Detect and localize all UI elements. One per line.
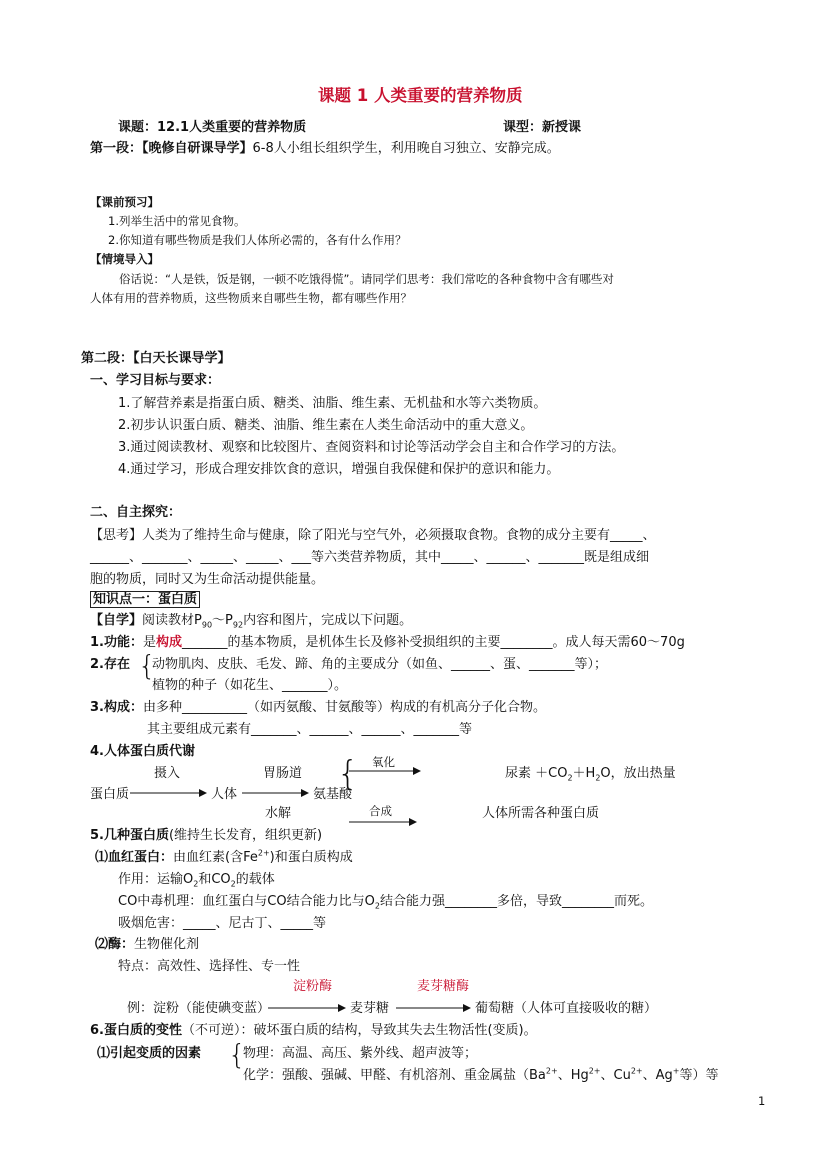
composition-line bbox=[90, 700, 546, 716]
hemoglobin-a: 由血红素(含Fe bbox=[173, 850, 258, 865]
page-title: 课题 1 人类重要的营养物质 bbox=[318, 86, 523, 105]
metabolism-amino: 氨基酸 bbox=[313, 787, 353, 802]
function-red: 构成 bbox=[156, 635, 183, 650]
chem-text: 、Hg bbox=[557, 1068, 589, 1083]
function-a: 是 bbox=[142, 635, 156, 650]
chem-text: 、Cu bbox=[600, 1068, 631, 1083]
self-study-a: 阅读教材P bbox=[142, 613, 202, 628]
use-c: 的载体 bbox=[235, 872, 275, 887]
hemoglobin-b: )和蛋白质构成 bbox=[269, 850, 353, 865]
brace-icon: { bbox=[138, 649, 156, 682]
composition-text: 由多种__________（如丙氨酸、甘氨酸等）构成的有机高分子化合物。 bbox=[142, 700, 546, 715]
function-line bbox=[90, 635, 685, 651]
chem-sup: 2+ bbox=[588, 1066, 601, 1076]
section1-line bbox=[90, 141, 560, 157]
chem-sup: 2+ bbox=[545, 1066, 558, 1076]
metabolism-oxidize: 氧化 bbox=[372, 755, 395, 769]
section1-head: 第一段：【晚修自研课导学】 bbox=[90, 141, 253, 156]
self-study-b: ～P bbox=[212, 613, 233, 628]
types-rest: (维持生长发育，组织更新) bbox=[168, 828, 323, 843]
hemoglobin-line bbox=[95, 850, 353, 866]
hemoglobin-sup: 2+ bbox=[257, 848, 270, 858]
goal-item: 3.通过阅读教材、观察和比较图片、查阅资料和讨论等活动学会自主和合作学习的方法。 bbox=[118, 440, 625, 455]
use-line bbox=[118, 872, 275, 888]
function-b: _______的基本物质，是机体生长及修补受损组织的主要________。成人每天需60～70g bbox=[182, 635, 685, 650]
metabolism-hydrolysis: 水解 bbox=[265, 806, 292, 821]
example-glucose: 葡萄糖（人体可直接吸收的糖） bbox=[475, 1001, 658, 1016]
chem-text: 等）等 bbox=[679, 1068, 719, 1083]
preview-head: 【课前预习】 bbox=[90, 195, 159, 209]
metabolism-urea bbox=[505, 766, 676, 782]
composition-head: 3.构成： bbox=[90, 700, 143, 715]
co-sub: 2 bbox=[374, 901, 380, 911]
use-sub: 2 bbox=[230, 879, 236, 889]
use-b: 和CO bbox=[198, 872, 231, 887]
intro-line: 俗话说：“人是铁，饭是钢，一顿不吃饿得慌”。请同学们思考：我们常吃的各种食物中含有哪些对 bbox=[119, 272, 614, 286]
metabolism-protein: 蛋白质 bbox=[90, 787, 130, 802]
use-a: 作用：运输O bbox=[118, 872, 194, 887]
factor-physical: 物理：高温、高压、紫外线、超声波等； bbox=[243, 1046, 478, 1061]
denature-head: 6.蛋白质的变性 bbox=[90, 1023, 182, 1038]
urea-text: 尿素 ＋CO bbox=[505, 766, 568, 781]
denature-line bbox=[90, 1023, 537, 1039]
composition-elements: 其主要组成元素有_______、______、______、_______等 bbox=[147, 722, 473, 737]
enzyme-head: ⑵酶： bbox=[95, 937, 135, 952]
self-study-sub: 92 bbox=[232, 620, 244, 630]
self-study-line bbox=[90, 613, 412, 629]
chem-sup: + bbox=[672, 1066, 680, 1076]
enzyme-feature: 特点：高效性、选择性、专一性 bbox=[118, 959, 301, 974]
metabolism-ingest: 摄入 bbox=[154, 766, 181, 781]
lesson-type: 课型：新授课 bbox=[503, 120, 582, 135]
think-line: 胞的物质，同时又为生命活动提供能量。 bbox=[90, 572, 325, 587]
hemoglobin-head: ⑴血红蛋白： bbox=[95, 850, 174, 865]
denature-rest: （不可逆）：破坏蛋白质的结构，导致其失去生物活性(变质)。 bbox=[181, 1023, 537, 1038]
self-study-sub: 90 bbox=[201, 620, 213, 630]
preview-item: 1.列举生活中的常见食物。 bbox=[108, 214, 246, 228]
explore-head: 二、自主探究： bbox=[90, 505, 182, 520]
metabolism-synth: 合成 bbox=[369, 804, 392, 818]
brace-icon: { bbox=[228, 1038, 246, 1071]
amylase-label: 淀粉酶 bbox=[293, 979, 333, 994]
lesson-label: 课题：12.1人类重要的营养物质 bbox=[118, 120, 307, 135]
think-line: 【思考】人类为了维持生命与健康，除了阳光与空气外，必须摄取食物。食物的成分主要有_____、 bbox=[90, 528, 656, 543]
exist-line: 动物肌肉、皮肤、毛发、蹄、角的主要成分（如鱼、______、蛋、_______等）； bbox=[152, 657, 608, 672]
metabolism-need: 人体所需各种蛋白质 bbox=[482, 806, 600, 821]
exist-head: 2.存在 bbox=[90, 657, 130, 672]
goals-head: 一、学习目标与要求： bbox=[90, 373, 221, 388]
metabolism-head: 4.人体蛋白质代谢 bbox=[90, 744, 195, 759]
goal-item: 4.通过学习，形成合理安排饮食的意识，增强自我保健和保护的意识和能力。 bbox=[118, 462, 560, 477]
section2-head: 第二段：【白天长课导学】 bbox=[81, 351, 231, 366]
knowledge-point-box: 知识点一：蛋白质 bbox=[90, 591, 200, 608]
factor-chemical bbox=[243, 1068, 719, 1084]
co-line bbox=[118, 894, 653, 910]
kp1-box-wrap bbox=[90, 592, 200, 608]
section1-text: 6-8人小组长组织学生，利用晚自习独立、安静完成。 bbox=[252, 141, 560, 156]
intro-line: 人体有用的营养物质，这些物质来自哪些生物，都有哪些作用？ bbox=[90, 291, 412, 305]
factor-head: ⑴引起变质的因素 bbox=[97, 1046, 202, 1061]
types-head: 5.几种蛋白质 bbox=[90, 828, 169, 843]
think-line: ______、_______、_____、_____、___等六类营养物质，其中_____、______、_______既是组成细 bbox=[90, 550, 650, 565]
use-sub: 2 bbox=[193, 879, 199, 889]
co-a: CO中毒机理：血红蛋白与CO结合能力比与O bbox=[118, 894, 375, 909]
brace-icon: { bbox=[337, 754, 359, 794]
function-head: 1.功能： bbox=[90, 635, 143, 650]
urea-sub: 2 bbox=[595, 773, 601, 783]
example-starch: 例：淀粉（能使碘变蓝） bbox=[127, 1001, 271, 1016]
urea-sub: 2 bbox=[567, 773, 573, 783]
enzyme-line bbox=[95, 937, 199, 953]
chem-text: 化学：强酸、强碱、甲醛、有机溶剂、重金属盐（Ba bbox=[243, 1068, 546, 1083]
types-line bbox=[90, 828, 322, 844]
chem-text: 、Ag bbox=[642, 1068, 673, 1083]
page-number: 1 bbox=[758, 1094, 766, 1108]
exist-line: 植物的种子（如花生、_______）。 bbox=[152, 678, 348, 693]
metabolism-body: 人体 bbox=[211, 787, 238, 802]
co-b: 结合能力强________多倍，导致________而死。 bbox=[379, 894, 653, 909]
example-maltose: 麦芽糖 bbox=[350, 1001, 390, 1016]
self-study-c: 内容和图片，完成以下问题。 bbox=[243, 613, 413, 628]
smoke-line: 吸烟危害：_____、尼古丁、_____等 bbox=[118, 916, 327, 931]
enzyme-rest: 生物催化剂 bbox=[134, 937, 200, 952]
goal-item: 2.初步认识蛋白质、糖类、油脂、维生素在人类生命活动中的重大意义。 bbox=[118, 418, 534, 433]
urea-text: ＋H bbox=[572, 766, 596, 781]
preview-item: 2.你知道有哪些物质是我们人体所必需的，各有什么作用？ bbox=[108, 233, 407, 247]
maltase-label: 麦芽糖酶 bbox=[417, 979, 470, 994]
intro-head: 【情境导入】 bbox=[90, 252, 159, 266]
metabolism-gut: 胃肠道 bbox=[263, 766, 303, 781]
goal-item: 1.了解营养素是指蛋白质、糖类、油脂、维生素、无机盐和水等六类物质。 bbox=[118, 396, 547, 411]
self-study-head: 【自学】 bbox=[90, 613, 143, 628]
urea-text: O，放出热量 bbox=[600, 766, 676, 781]
chem-sup: 2+ bbox=[630, 1066, 643, 1076]
